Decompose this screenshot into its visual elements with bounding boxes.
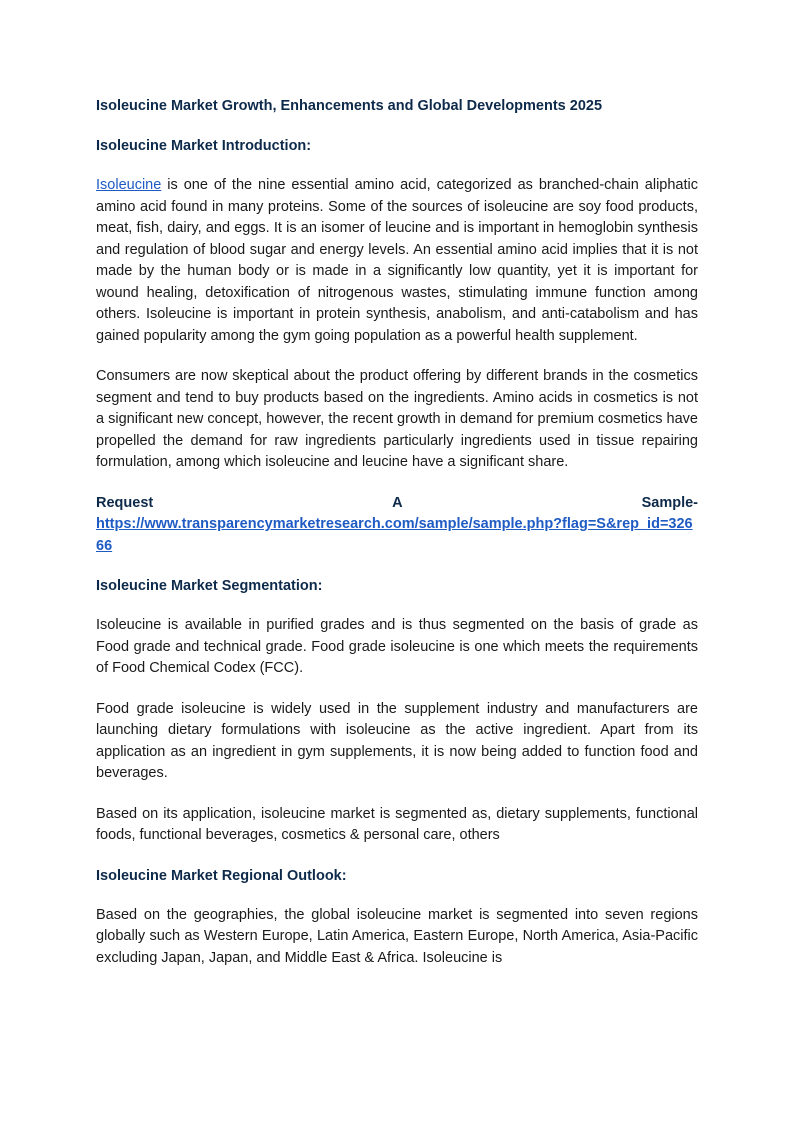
a-word: A xyxy=(392,494,403,511)
request-word: Request xyxy=(96,494,154,511)
segmentation-paragraph-2: Food grade isoleucine is widely used in the supplement industry and manufacturers are launching dietary formulations with isoleucine as the active ingredient. Apart from its application as an ingredient in gym supplements, it is now being added to function food and beverages. xyxy=(96,700,698,781)
intro-paragraph-2: Consumers are now skeptical about the product offering by different brands in the cosmetics segment and tend to buy products based on the ingredients. Amino acids in cosmetics is not a significant new concept, however, the recent growth in demand for premium cosmetics have propelled the demand for raw ingredients particularly ingredients used in tissue repairing formulation, among which isoleucine and leucine have a significant share. xyxy=(96,368,698,470)
intro-heading: Isoleucine Market Introduction: xyxy=(96,138,312,154)
request-sample-label xyxy=(96,493,698,515)
regional-paragraph-1: Based on the geographies, the global isoleucine market is segmented into seven regions globally such as Western Europe, Latin America, Eastern Europe, North America, Asia-Pacific excluding Japan, Japan, and Middle East & Africa. Isoleucine is xyxy=(96,906,698,966)
sample-word: Sample- xyxy=(641,494,698,511)
request-sample-block xyxy=(96,493,698,558)
segmentation-paragraph-3: Based on its application, isoleucine market is segmented as, dietary supplements, functional foods, functional beverages, cosmetics & personal care, others xyxy=(96,805,698,843)
document-title: Isoleucine Market Growth, Enhancements and Global Developments 2025 xyxy=(96,98,603,114)
segmentation-paragraph-1: Isoleucine is available in purified grades and is thus segmented on the basis of grade as Food grade and technical grade. Food grade isoleucine is one which meets the requirements of Food Chemical Codex (FCC). xyxy=(96,617,698,676)
isoleucine-link[interactable]: Isoleucine xyxy=(96,177,162,193)
intro-paragraph-1 xyxy=(96,175,698,347)
sample-url-link[interactable]: https://www.transparencymarketresearch.com/sample/sample.php?flag=S&rep_id=32666 xyxy=(96,516,693,554)
segmentation-heading: Isoleucine Market Segmentation: xyxy=(96,578,323,594)
regional-heading: Isoleucine Market Regional Outlook: xyxy=(96,867,347,884)
document-page xyxy=(96,96,698,988)
intro-paragraph-1-text: is one of the nine essential amino acid, categorized as branched-chain aliphatic amino acid found in many proteins. Some of the sources of isoleucine are soy food products, meat, fish, dairy, and eggs. It is an isomer of leucine and is important in hemoglobin synthesis and regulation of blood sugar and energy levels. An essential amino acid implies that it is not made by the human body or is made in a significantly low quantity, yet it is important for wound healing, detoxification of nitrogenous wastes, stimulating immune function among others. Isoleucine is important in protein synthesis, anabolism, and anti-catabolism and has gained popularity among the gym going population as a powerful health supplement. xyxy=(96,177,698,344)
